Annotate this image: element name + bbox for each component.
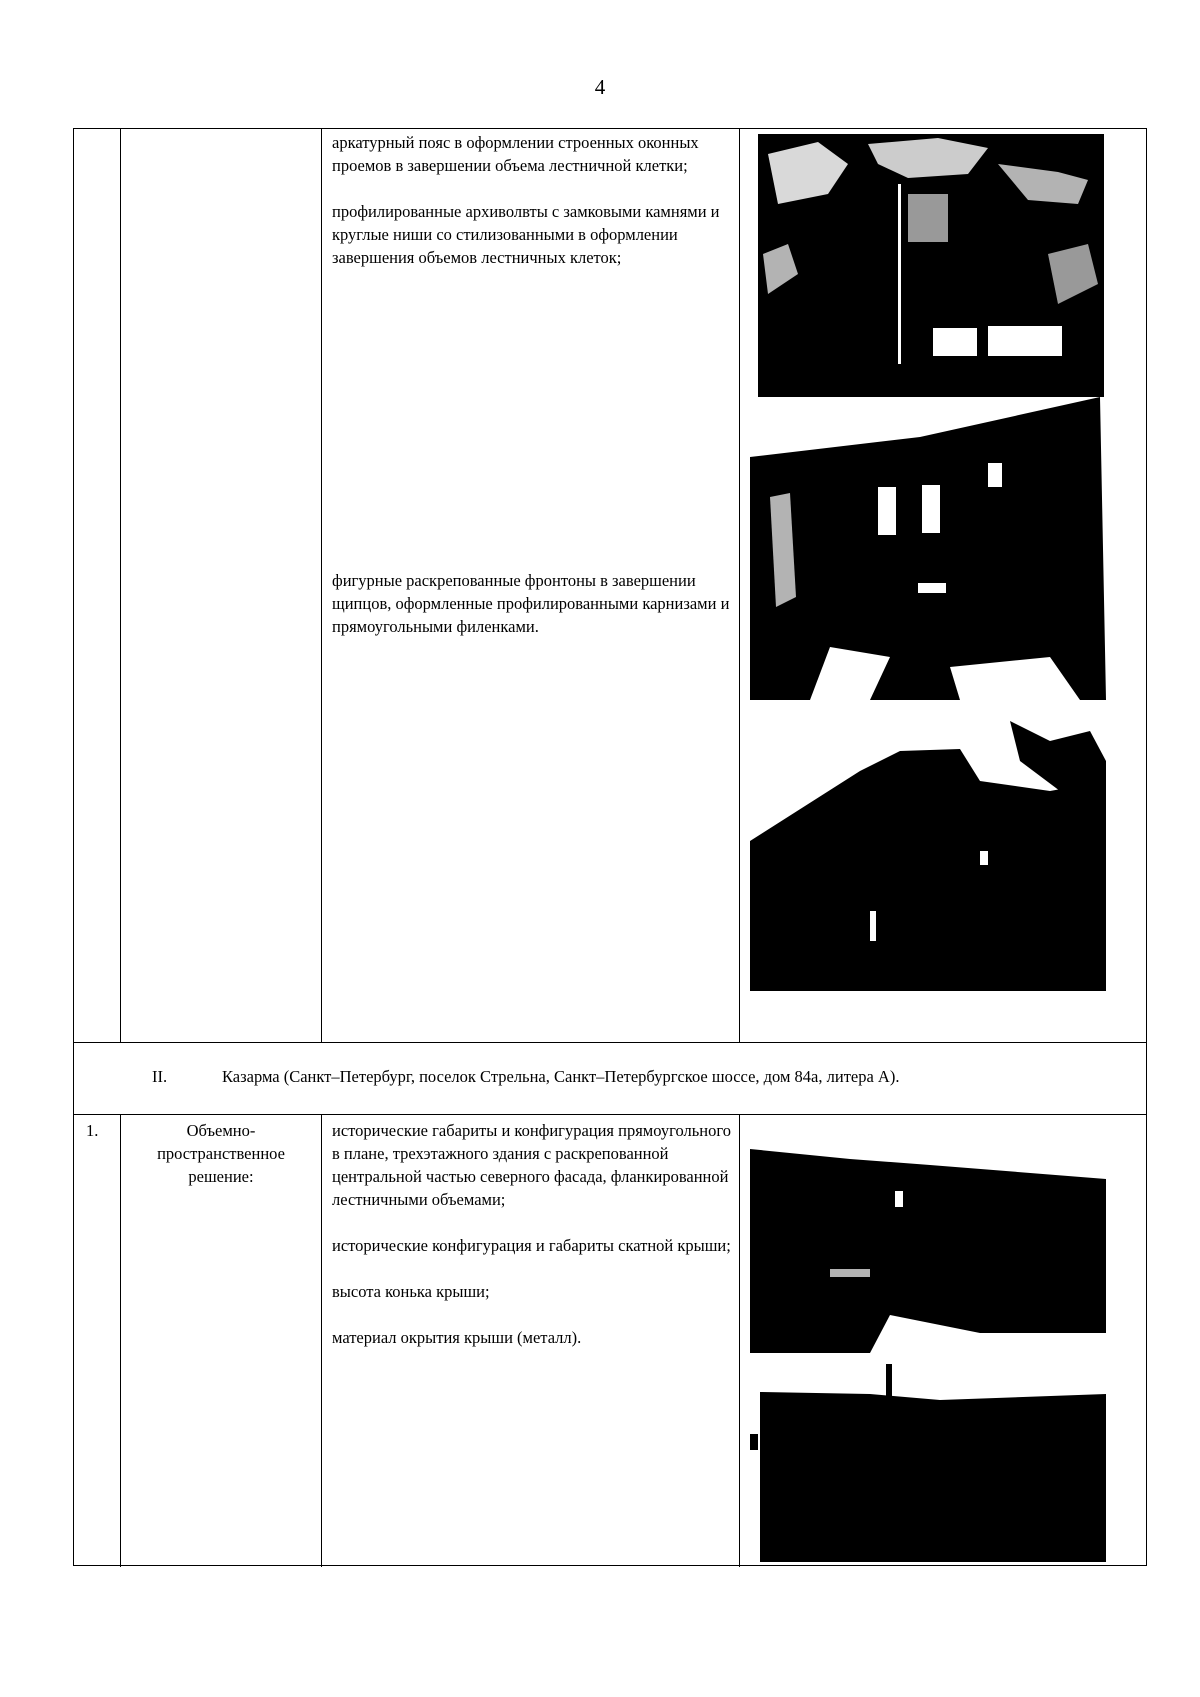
page-number: 4 [594,75,606,99]
document-table [73,128,1147,1566]
col-divider-1b [120,1114,121,1567]
paragraph-pediments: фигурные раскрепованные фронтоны в завершении щипцов, оформленные профилированными карнизами и прямоугольными филенками. [332,571,730,636]
section1-description-lower [332,569,732,661]
row1-description [332,1119,732,1372]
photo-ruins [750,721,1106,991]
paragraph-roof-material: материал окрытия крыши (металл). [332,1328,582,1347]
paragraph-archivolts: профилированные архиволвты с замковыми камнями и круглые ниши со стилизованными в оформлении завершения объемов лестничных клеток; [332,202,720,267]
row-divider-1 [74,1042,1146,1043]
row-divider-2 [74,1114,1146,1115]
col-divider-1 [120,129,121,1042]
paragraph-ridge-height: высота конька крыши; [332,1282,490,1301]
col-divider-3 [739,129,740,1042]
section1-description [332,131,732,292]
col-divider-2 [321,129,322,1042]
paragraph-roof-config: исторические конфигурация и габариты скатной крыши; [332,1236,731,1255]
paragraph-dimensions: исторические габариты и конфигурация прямоугольного в плане, трехэтажного здания с раскрепованной центральной частью северного фасада, фланкированной лестничными объемами; [332,1121,731,1209]
photo-barracks-north [750,1119,1106,1353]
paragraph-arcature: аркатурный пояс в оформлении строенных оконных проемов в завершении объема лестничной клетки; [332,133,699,175]
photo-staircase-facade [758,134,1104,406]
photo-barracks-roof [750,1364,1106,1562]
col-divider-3b [739,1114,740,1567]
row-number: 1. [86,1121,99,1140]
row-label: Объемно-пространственное решение: [157,1121,285,1186]
photo-gables [750,397,1106,700]
col-divider-2b [321,1114,322,1567]
section-title: Казарма (Санкт–Петербург, поселок Стрельна, Санкт–Петербургское шоссе, дом 84а, литера А). [222,1067,900,1086]
section-roman-number: II. [152,1067,168,1086]
